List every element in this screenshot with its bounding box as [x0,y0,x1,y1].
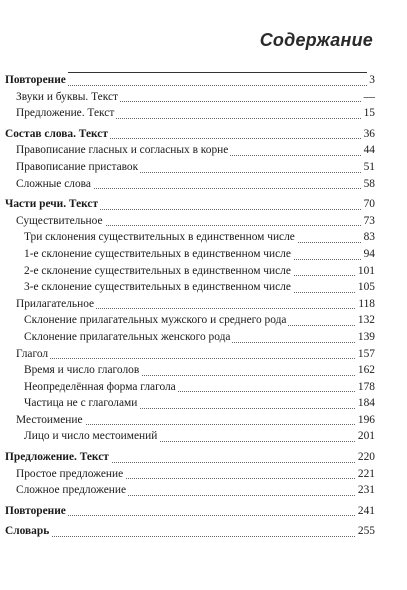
toc-entry-page: 157 [356,346,375,363]
toc-entry-page: 241 [356,503,375,520]
toc-entry[interactable] [5,296,375,313]
toc-entry[interactable] [5,229,375,246]
toc-entry-title: Время и число глаголов [24,362,141,379]
toc-entry-title: Лицо и число местоимений [24,428,159,445]
toc-entry-title: Повторение [5,72,68,89]
toc-entry-page: 184 [356,395,375,412]
toc-entry[interactable] [5,72,375,89]
toc-entry-title: Повторение [5,503,68,520]
toc-entry-title: Звуки и буквы. Текст [16,89,120,106]
toc-entry-page: 162 [356,362,375,379]
toc-entry[interactable] [5,503,375,520]
toc-entry-title: Сложное предложение [16,482,128,499]
toc-entry-page: 15 [362,105,375,122]
toc-entry[interactable] [5,449,375,466]
toc-entry-title: Прилагательное [16,296,96,313]
toc-entry-page: 101 [356,263,375,280]
toc-entry-title: Правописание гласных и согласных в корне [16,142,230,159]
toc-entry-page: 118 [356,296,375,313]
toc-entry-page: 83 [362,229,375,246]
toc-entry-title: 3-е склонение существительных в единственном числе [24,279,293,296]
toc-entry-title: Части речи. Текст [5,196,100,213]
toc-entry[interactable] [5,159,375,176]
toc-entry-page: 3 [367,72,375,89]
toc-entry[interactable] [5,105,375,122]
toc-entry-title: Словарь [5,523,51,540]
toc-entry-page: 221 [356,466,375,483]
toc-entry-title: Три склонения существительных в единственном числе [24,229,297,246]
toc-entry-title: Состав слова. Текст [5,126,110,143]
toc-entry-page: 51 [362,159,375,176]
toc-entry[interactable] [5,196,375,213]
toc-entry[interactable] [5,89,375,106]
toc-entry-page: 70 [362,196,375,213]
toc-entry[interactable] [5,279,375,296]
toc-entry[interactable] [5,523,375,540]
toc-entry[interactable] [5,329,375,346]
toc-entry-title: Существительное [16,213,105,230]
toc-entry-title: Частица не с глаголами [24,395,139,412]
toc-entry-page: 132 [356,312,375,329]
toc-entry-page: — [362,89,375,106]
toc-entry[interactable] [5,362,375,379]
toc-entry[interactable] [5,428,375,445]
toc-entry[interactable] [5,379,375,396]
toc-entry-page: 44 [362,142,375,159]
toc-entry[interactable] [5,176,375,193]
toc-entry-title: Правописание приставок [16,159,140,176]
toc-entry[interactable] [5,482,375,499]
toc-entry-page: 139 [356,329,375,346]
toc-entry-title: Склонение прилагательных женского рода [24,329,232,346]
toc-entry[interactable] [5,346,375,363]
toc-entry-title: Простое предложение [16,466,125,483]
toc-entry[interactable] [5,142,375,159]
page-title: Содержание [259,30,373,50]
toc-entry-page: 105 [356,279,375,296]
toc-entry-title: Глагол [16,346,50,363]
toc-entry-title: Склонение прилагательных мужского и среднего рода [24,312,288,329]
toc-entry-page: 36 [362,126,375,143]
toc-entry-title: Предложение. Текст [16,105,116,122]
toc-entry-title: Неопределённая форма глагола [24,379,178,396]
toc-entry-page: 220 [356,449,375,466]
toc-entry-page: 58 [362,176,375,193]
toc-entry[interactable] [5,213,375,230]
toc-entry-page: 231 [356,482,375,499]
toc-entry-title: Предложение. Текст [5,449,111,466]
toc-entry-title: Сложные слова [16,176,93,193]
toc-entry[interactable] [5,466,375,483]
toc-entry[interactable] [5,246,375,263]
toc-entry-page: 94 [362,246,375,263]
toc-entry-page: 178 [356,379,375,396]
toc-entry-page: 73 [362,213,375,230]
table-of-contents [5,72,375,540]
toc-entry[interactable] [5,126,375,143]
toc-entry-title: 2-е склонение существительных в единственном числе [24,263,293,280]
toc-entry[interactable] [5,412,375,429]
toc-entry-page: 255 [356,523,375,540]
toc-entry-title: 1-е склонение существительных в единственном числе [24,246,293,263]
toc-entry[interactable] [5,263,375,280]
toc-entry[interactable] [5,312,375,329]
toc-entry[interactable] [5,395,375,412]
dot-leader [5,535,375,537]
dot-leader [16,357,375,359]
toc-entry-page: 201 [356,428,375,445]
toc-entry-page: 196 [356,412,375,429]
toc-entry-title: Местоимение [16,412,85,429]
